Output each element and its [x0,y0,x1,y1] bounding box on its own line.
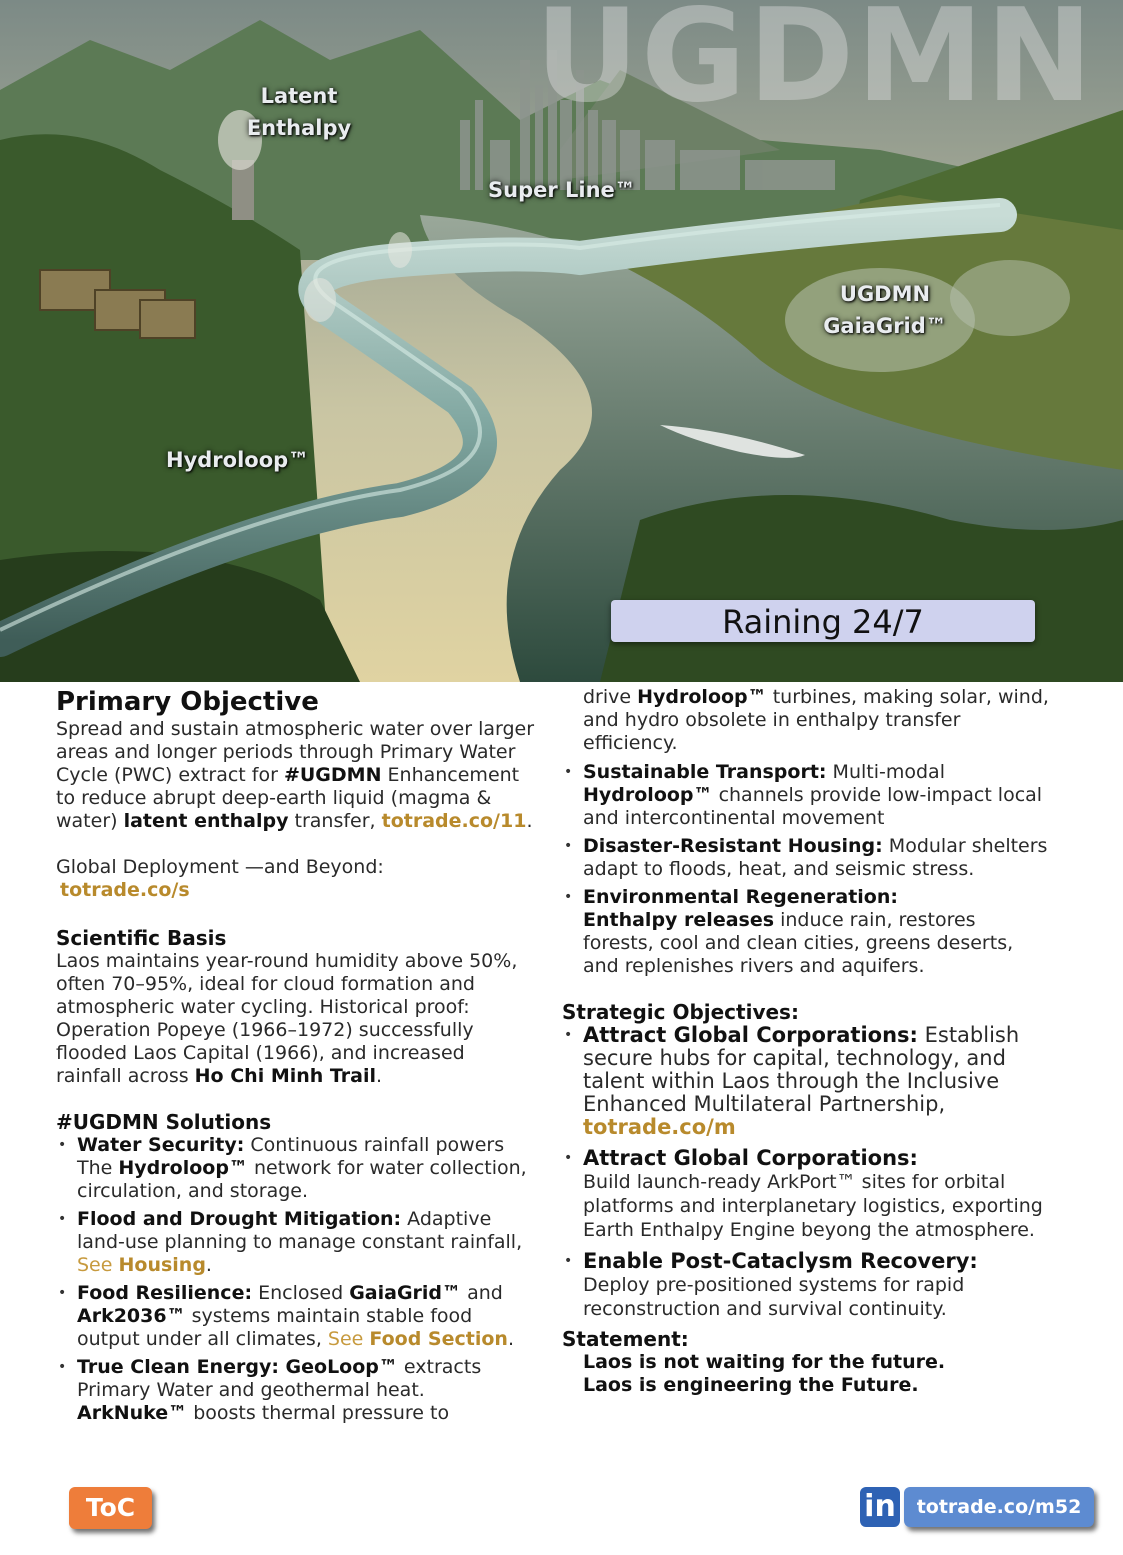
totrade-s-link[interactable]: totrade.co/s [60,879,190,901]
text: Deploy pre-positioned systems for rapid reconstruction and survival continuity. [583,1274,965,1320]
statement-line-2: Laos is engineering the Future. [583,1374,919,1396]
list-item [562,761,1052,830]
global-deployment-text: Global Deployment —and Beyond: [56,856,384,878]
raining-banner: Raining 24/7 [611,600,1035,642]
text: and [461,1282,503,1304]
list-item [562,1024,1052,1139]
totrade-m52-link[interactable]: totrade.co/m52 [904,1487,1094,1527]
housing-link[interactable]: Housing [118,1254,206,1276]
ho-chi-minh-trail-bold: Ho Chi Minh Trail [194,1065,377,1087]
item-title: Attract Global Corporations: [583,1146,918,1170]
item-title: Flood and Drought Mitigation: [77,1208,402,1230]
item-title: Sustainable Transport: [583,761,827,783]
item-bold: ArkNuke™ [77,1402,188,1424]
right-column [562,686,1052,1397]
ugdmn-bold: #UGDMN [283,764,382,786]
left-column [56,686,536,1430]
food-section-link[interactable]: Food Section [369,1328,508,1350]
list-item [56,1134,536,1203]
statement-line-1: Laos is not waiting for the future. [583,1351,946,1373]
linkedin-icon[interactable]: in [860,1487,900,1527]
text: boosts thermal pressure to [187,1402,450,1424]
text: . [205,1254,212,1276]
item-bold: Hydroloop™ [583,784,713,806]
text: Build launch-ready ArkPort™ sites for orbital platforms and interplanetary logistics, exporting Earth Enthalpy Engine beyong the atmosphere. [583,1171,1043,1241]
text: Spread and sustain atmospheric water over larger areas and longer periods through Primary Water Cycle (PWC) extract for [56,718,535,786]
benefits-list [562,761,1052,978]
text: induce rain, restores forests, cool and clean cities, greens deserts, and replenishes rivers and aquifers. [583,909,1014,977]
primary-objective-text [56,718,536,833]
item-title: Food Resilience: [77,1282,253,1304]
list-item [562,1250,1052,1321]
ugdmn-watermark: UGDMN [535,0,1095,131]
continued-text [562,686,1052,755]
gaiagrid-label [820,278,950,342]
item-title: Disaster-Resistant Housing: [583,835,883,857]
solutions-list [56,1134,536,1425]
text: channels provide low-impact local and intercontinental movement [583,784,1043,829]
list-item [562,835,1052,881]
text: Laos maintains year-round humidity above 50%, often 70–95%, ideal for cloud formation and atmospheric water cycling. Historical proof: Operation Popeye (1966–1972) successfully flooded Laos Capital (1966), and increased rainfall across [56,950,518,1087]
text: extracts Primary Water and geothermal heat. [77,1356,482,1401]
primary-objective-heading: Primary Objective [56,687,319,717]
item-title: Environmental Regeneration: [583,886,898,908]
statement-heading: Statement: [562,1327,689,1351]
list-item [56,1282,536,1351]
item-title: Enable Post-Cataclysm Recovery: [583,1249,978,1273]
gaiagrid-label-line1: UGDMN [839,282,931,306]
totrade-m-link[interactable]: totrade.co/m [583,1115,736,1139]
latent-enthalpy-label: Latent Enthalpy [246,84,352,140]
hydroloop-bold: Hydroloop™ [637,686,767,708]
text: network for water collection, circulation, and storage. [77,1157,527,1202]
toc-button[interactable]: ToC [69,1487,152,1529]
item-title: Attract Global Corporations: [583,1023,918,1047]
text: Enclosed [252,1282,350,1304]
latent-enthalpy-bold: latent enthalpy [123,810,289,832]
see-text: See [327,1328,370,1350]
list-item [562,886,1052,978]
totrade-11-link[interactable]: totrade.co/11 [381,810,527,832]
text: Modular shelters adapt to floods, heat, and seismic stress. [583,835,1048,880]
scientific-basis-text [56,950,536,1088]
scientific-basis-heading: Scientific Basis [56,926,227,950]
item-bold: Enthalpy releases [583,909,775,931]
text: Adaptive land-use planning to manage constant rainfall, [77,1208,523,1253]
text: turbines, making solar, wind, and hydro obsolete in enthalpy transfer efficiency. [583,686,1049,754]
hero-illustration [0,0,1123,682]
super-line-label: Super Line™ [488,178,636,202]
text: systems maintain stable food output under all climates, [77,1305,473,1350]
item-title: Water Security: [77,1134,245,1156]
solutions-heading: #UGDMN Solutions [56,1110,272,1134]
item-title: True Clean Energy: GeoLoop™ [77,1356,398,1378]
text: . [376,1065,383,1087]
list-item [562,1147,1052,1242]
text: Continuous rainfall powers The [77,1134,505,1179]
see-text: See [77,1254,119,1276]
item-bold: GaiaGrid™ [349,1282,462,1304]
text: transfer, [288,810,382,832]
strategic-list [562,1024,1052,1321]
strategic-objectives-heading: Strategic Objectives: [562,1000,799,1024]
text: Multi-modal [826,761,945,783]
text: Enhancement to reduce abrupt deep-earth liquid (magma & water) [56,764,520,832]
hydroloop-label: Hydroloop™ [166,448,310,472]
item-bold: Hydroloop™ [118,1157,248,1179]
text: drive [583,686,638,708]
text: . [507,1328,514,1350]
text: Establish secure hubs for capital, technology, and talent within Laos through the Inclusive Enhanced Multilateral Partnership, [583,1023,1020,1116]
gaiagrid-label-line2: GaiaGrid™ [823,314,947,338]
list-item [56,1356,536,1425]
text: . [526,810,533,832]
item-bold: Ark2036™ [77,1305,186,1327]
list-item [56,1208,536,1277]
